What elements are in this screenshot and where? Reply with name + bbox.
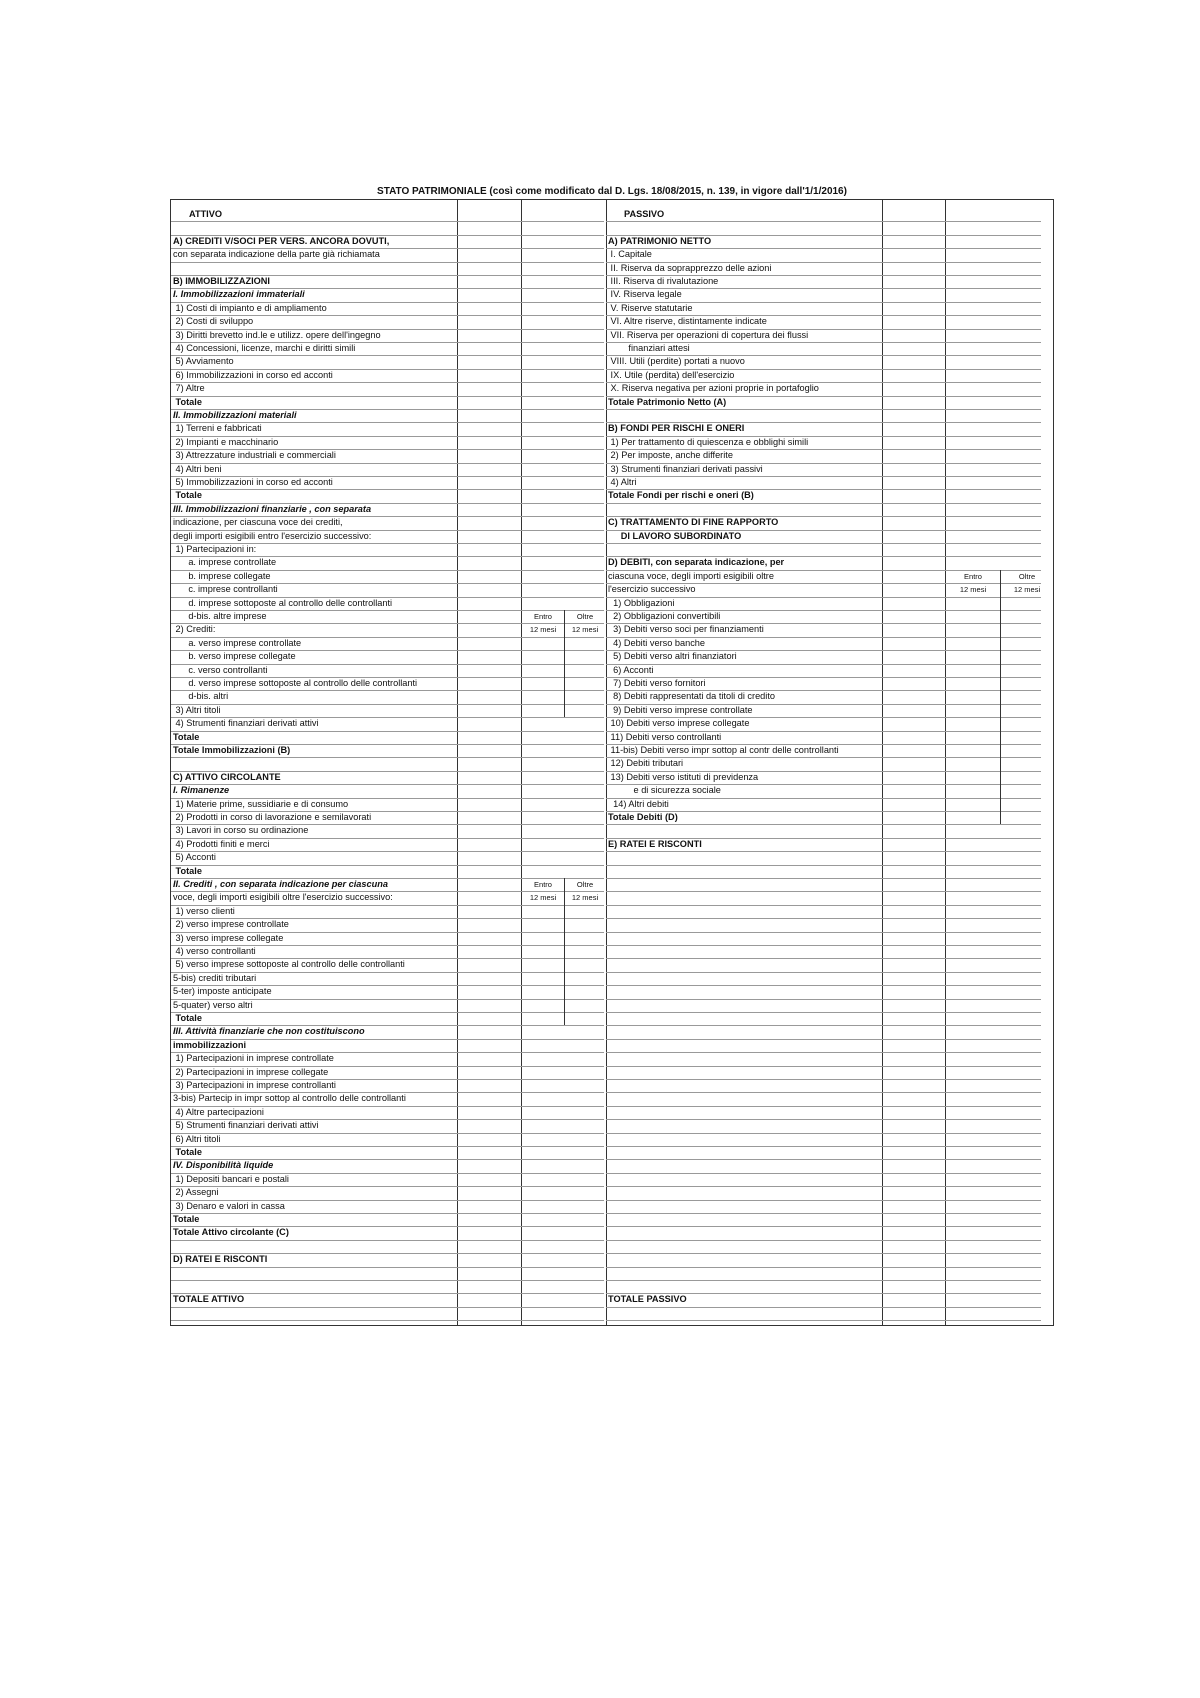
passivo-row (608, 1186, 880, 1199)
attivo-row: II. Crediti , con separata indicazione per ciascuna (173, 879, 388, 889)
attivo-row: con separata indicazione della parte già richiamata (173, 249, 380, 260)
attivo-row: 2) Impianti e macchinario (173, 436, 279, 447)
passivo-row (608, 824, 880, 837)
attivo-row: Totale Attivo circolante (C) (173, 1227, 289, 1238)
attivo-row: 4) Altri beni (173, 463, 222, 474)
attivo-row (173, 1307, 455, 1320)
attivo-row: 3) Altri titoli (173, 704, 221, 715)
attivo-row: d. imprese sottoposte al controllo delle controllanti (173, 597, 393, 608)
attivo-row: d. verso imprese sottoposte al controllo delle controllanti (173, 678, 418, 688)
passivo-row (608, 1025, 880, 1038)
attivo-row: b. imprese collegate (173, 570, 271, 581)
attivo-row: Totale (173, 1013, 202, 1023)
attivo-row: 4) Strumenti finanziari derivati attivi (173, 718, 319, 729)
passivo-row (608, 1079, 880, 1092)
passivo-row: 5) Debiti verso altri finanziatori (608, 651, 737, 662)
attivo-row: 3-bis) Partecip in impr sottop al controllo delle controllanti (173, 1093, 406, 1104)
passivo-row: e di sicurezza sociale (608, 785, 721, 796)
attivo-row: indicazione, per ciascuna voce dei crediti, (173, 517, 343, 528)
passivo-row: 1) Obbligazioni (608, 597, 675, 608)
passivo-row: 9) Debiti verso imprese controllate (608, 704, 753, 715)
attivo-row: c. verso controllanti (173, 664, 268, 675)
passivo-row: 13) Debiti verso istituti di previdenza (608, 771, 759, 782)
entro-oltre-divider (564, 610, 565, 717)
passivo-row: Totale Debiti (D) (608, 812, 678, 822)
attivo-row: Totale (173, 396, 202, 407)
passivo-row (608, 865, 880, 878)
passivo-row: IX. Utile (perdita) dell'esercizio (608, 369, 735, 380)
passivo-row: VIII. Utili (perdite) portati a nuovo (608, 356, 745, 367)
attivo-row: 3) Diritti brevetto ind.le e utilizz. opere dell'ingegno (173, 329, 381, 340)
passivo-row (608, 985, 880, 998)
attivo-row: 6) Altri titoli (173, 1133, 221, 1144)
attivo-row: 5-quater) verso altri (173, 999, 253, 1010)
passivo-row: III. Riserva di rivalutazione (608, 276, 719, 286)
attivo-row: 7) Altre (173, 383, 205, 394)
attivo-row: 5) Avviamento (173, 356, 234, 367)
attivo-row: 1) Partecipazioni in: (173, 544, 257, 554)
passivo-row: IV. Riserva legale (608, 289, 682, 300)
passivo-row (608, 905, 880, 918)
attivo-row: I. Immobilizzazioni immateriali (173, 289, 305, 300)
attivo-row: 3) verso imprese collegate (173, 932, 284, 943)
attivo-row: 4) Prodotti finiti e merci (173, 838, 270, 849)
attivo-row: 1) Costi di impianto e di ampliamento (173, 302, 327, 313)
passivo-row: X. Riserva negativa per azioni proprie in portafoglio (608, 383, 819, 394)
passivo-row: V. Riserve statutarie (608, 302, 693, 313)
passivo-row (608, 409, 880, 422)
attivo-row: 2) verso imprese controllate (173, 919, 289, 930)
attivo-row: III. Attività finanziarie che non costituiscono (173, 1026, 365, 1037)
passivo-row: E) RATEI E RISCONTI (608, 838, 702, 849)
entro-oltre-divider (564, 878, 565, 1025)
passivo-row: 4) Debiti verso banche (608, 637, 706, 648)
attivo-row: d-bis. altri (173, 691, 229, 702)
attivo-row: 3) Denaro e valori in cassa (173, 1200, 285, 1211)
passivo-row (608, 1133, 880, 1146)
passivo-row: finanziari attesi (608, 343, 690, 353)
passivo-row: VII. Riserva per operazioni di copertura dei flussi (608, 329, 809, 340)
attivo-row: I. Rimanenze (173, 785, 230, 796)
attivo-row: 4) Altre partecipazioni (173, 1106, 264, 1117)
attivo-row: 1) verso clienti (173, 905, 235, 916)
passivo-row (608, 851, 880, 864)
attivo-row: Totale (173, 865, 202, 876)
attivo-row: TOTALE ATTIVO (173, 1294, 245, 1305)
passivo-row (608, 972, 880, 985)
attivo-row: Totale (173, 1214, 200, 1224)
attivo-row (173, 1280, 455, 1293)
months-label: 12 mesi (959, 585, 987, 595)
passivo-row (608, 1173, 880, 1186)
attivo-row: 1) Terreni e fabbricati (173, 423, 262, 434)
passivo-row (608, 1200, 880, 1213)
entro-label: Entro (534, 612, 552, 621)
passivo-row (608, 1213, 880, 1226)
attivo-row: C) ATTIVO CIRCOLANTE (173, 771, 281, 782)
passivo-row: 3) Debiti verso soci per finanziamenti (608, 624, 764, 635)
passivo-row: 8) Debiti rappresentati da titoli di credito (608, 691, 775, 702)
attivo-row: Totale (173, 1147, 202, 1157)
passivo-row: C) TRATTAMENTO DI FINE RAPPORTO (608, 517, 779, 528)
passivo-row: 2) Per imposte, anche differite (608, 450, 733, 461)
attivo-row: 2) Partecipazioni in imprese collegate (173, 1066, 329, 1077)
passivo-row: ciascuna voce, degli importi esigibili oltre (608, 570, 774, 581)
attivo-row: III. Immobilizzazioni finanziarie , con separata (173, 503, 372, 514)
passivo-row: 11-bis) Debiti verso impr sottop al contr delle controllanti (608, 745, 839, 755)
passivo-row: I. Capitale (608, 249, 652, 260)
attivo-row: c. imprese controllanti (173, 584, 278, 595)
passivo-row (608, 1226, 880, 1239)
attivo-row: A) CREDITI V/SOCI PER VERS. ANCORA DOVUTI, (173, 235, 390, 246)
entro-oltre-divider (1000, 570, 1001, 825)
passivo-row: 11) Debiti verso controllanti (608, 731, 722, 742)
passivo-row: TOTALE PASSIVO (608, 1294, 687, 1305)
attivo-row: 5-bis) crediti tributari (173, 972, 257, 983)
passivo-row: Totale Patrimonio Netto (A) (608, 396, 727, 407)
attivo-row: 1) Materie prime, sussidiarie e di consumo (173, 798, 349, 809)
passivo-row: 12) Debiti tributari (608, 758, 684, 769)
passivo-row (608, 1159, 880, 1172)
passivo-row: PASSIVO (624, 209, 665, 219)
attivo-row: Totale Immobilizzazioni (B) (173, 745, 291, 755)
attivo-row: 5) verso imprese sottoposte al controllo delle controllanti (173, 959, 405, 970)
attivo-row (173, 1267, 455, 1280)
row-divider (171, 1320, 604, 1321)
attivo-row: 1) Depositi bancari e postali (173, 1173, 289, 1184)
attivo-row: d-bis. altre imprese (173, 611, 267, 621)
passivo-row: B) FONDI PER RISCHI E ONERI (608, 423, 745, 434)
passivo-row (608, 1066, 880, 1079)
passivo-row (608, 891, 880, 904)
passivo-row (608, 1052, 880, 1065)
months-label: 12 mesi (529, 893, 557, 903)
attivo-row: ATTIVO (189, 209, 223, 219)
oltre-label: Oltre (576, 612, 594, 621)
attivo-row: 6) Immobilizzazioni in corso ed acconti (173, 369, 333, 380)
attivo-row: b. verso imprese collegate (173, 651, 296, 662)
passivo-row (608, 1092, 880, 1105)
passivo-row: 2) Obbligazioni convertibili (608, 611, 721, 621)
attivo-row: II. Immobilizzazioni materiali (173, 410, 297, 420)
attivo-row: Totale (173, 731, 200, 742)
passivo-row (608, 999, 880, 1012)
oltre-label: Oltre (1018, 571, 1036, 581)
attivo-row: 3) Attrezzature industriali e commerciali (173, 450, 336, 461)
passivo-row (608, 543, 880, 556)
attivo-row: 3) Partecipazioni in imprese controllanti (173, 1080, 336, 1090)
passivo-row (608, 918, 880, 931)
months-label: 12 mesi (571, 893, 599, 903)
passivo-row (608, 1267, 880, 1280)
passivo-row: 14) Altri debiti (608, 798, 669, 809)
passivo-row (608, 1307, 880, 1320)
passivo-row: II. Riserva da soprapprezzo delle azioni (608, 262, 772, 273)
passivo-row: 1) Per trattamento di quiescenza e obblighi simili (608, 436, 809, 447)
attivo-row: 5-ter) imposte anticipate (173, 986, 272, 997)
attivo-row (173, 1240, 455, 1253)
attivo-row: D) RATEI E RISCONTI (173, 1254, 268, 1265)
attivo-row: 2) Assegni (173, 1187, 219, 1198)
entro-label: Entro (964, 571, 982, 581)
months-label: 12 mesi (571, 625, 599, 635)
attivo-row: 2) Crediti: (173, 624, 216, 635)
attivo-row (173, 262, 455, 275)
passivo-row: 4) Altri (608, 477, 637, 487)
attivo-row: voce, degli importi esigibili oltre l'esercizio successivo: (173, 892, 393, 903)
attivo-row: 5) Immobilizzazioni in corso ed acconti (173, 477, 333, 487)
attivo-row: 1) Partecipazioni in imprese controllate (173, 1053, 334, 1064)
entro-label: Entro (534, 880, 552, 889)
attivo-row: 5) Strumenti finanziari derivati attivi (173, 1120, 319, 1131)
months-label: 12 mesi (1013, 585, 1041, 595)
row-divider (606, 1320, 1041, 1321)
passivo-row: 10) Debiti verso imprese collegate (608, 718, 750, 729)
passivo-row (608, 1119, 880, 1132)
attivo-row (173, 757, 455, 770)
passivo-row: 6) Acconti (608, 664, 654, 675)
attivo-row: B) IMMOBILIZZAZIONI (173, 276, 270, 286)
months-label: 12 mesi (529, 625, 557, 635)
attivo-row: 2) Prodotti in corso di lavorazione e semilavorati (173, 812, 372, 822)
passivo-row (608, 503, 880, 516)
attivo-row: 3) Lavori in corso su ordinazione (173, 825, 309, 836)
passivo-row (608, 932, 880, 945)
passivo-row (608, 945, 880, 958)
passivo-row (608, 1253, 880, 1266)
attivo-row: IV. Disponibilità liquide (173, 1160, 274, 1171)
passivo-row: D) DEBITI, con separata indicazione, per (608, 557, 785, 568)
passivo-row (608, 1012, 880, 1025)
passivo-row: A) PATRIMONIO NETTO (608, 235, 712, 246)
attivo-row: a. imprese controllate (173, 557, 277, 568)
attivo-row: 4) verso controllanti (173, 946, 256, 956)
passivo-row (608, 221, 880, 234)
attivo-row: 2) Costi di sviluppo (173, 316, 254, 327)
attivo-row (173, 221, 455, 234)
passivo-row: DI LAVORO SUBORDINATO (608, 530, 742, 541)
balance-sheet-table (170, 199, 1054, 1326)
passivo-row (608, 1240, 880, 1253)
passivo-row (608, 878, 880, 891)
passivo-row: Totale Fondi per rischi e oneri (B) (608, 490, 754, 501)
passivo-row (608, 1146, 880, 1159)
attivo-row: a. verso imprese controllate (173, 637, 302, 648)
attivo-row: immobilizzazioni (173, 1039, 246, 1050)
passivo-row: VI. Altre riserve, distintamente indicate (608, 316, 767, 327)
passivo-row (608, 1106, 880, 1119)
page-title: STATO PATRIMONIALE (così come modificato dal D. Lgs. 18/08/2015, n. 139, in vigore dall'1/1/2016) (377, 186, 847, 197)
passivo-row (608, 1280, 880, 1293)
attivo-row: degli importi esigibili entro l'esercizio successivo: (173, 530, 372, 541)
attivo-row: 5) Acconti (173, 852, 216, 863)
passivo-row: 3) Strumenti finanziari derivati passivi (608, 463, 763, 474)
attivo-row: Totale (173, 490, 202, 501)
passivo-row (608, 958, 880, 971)
attivo-row: 4) Concessioni, licenze, marchi e diritti simili (173, 343, 356, 353)
passivo-row: l'esercizio successivo (608, 584, 696, 595)
passivo-row (608, 1039, 880, 1052)
oltre-label: Oltre (576, 880, 594, 889)
passivo-row: 7) Debiti verso fornitori (608, 678, 706, 688)
